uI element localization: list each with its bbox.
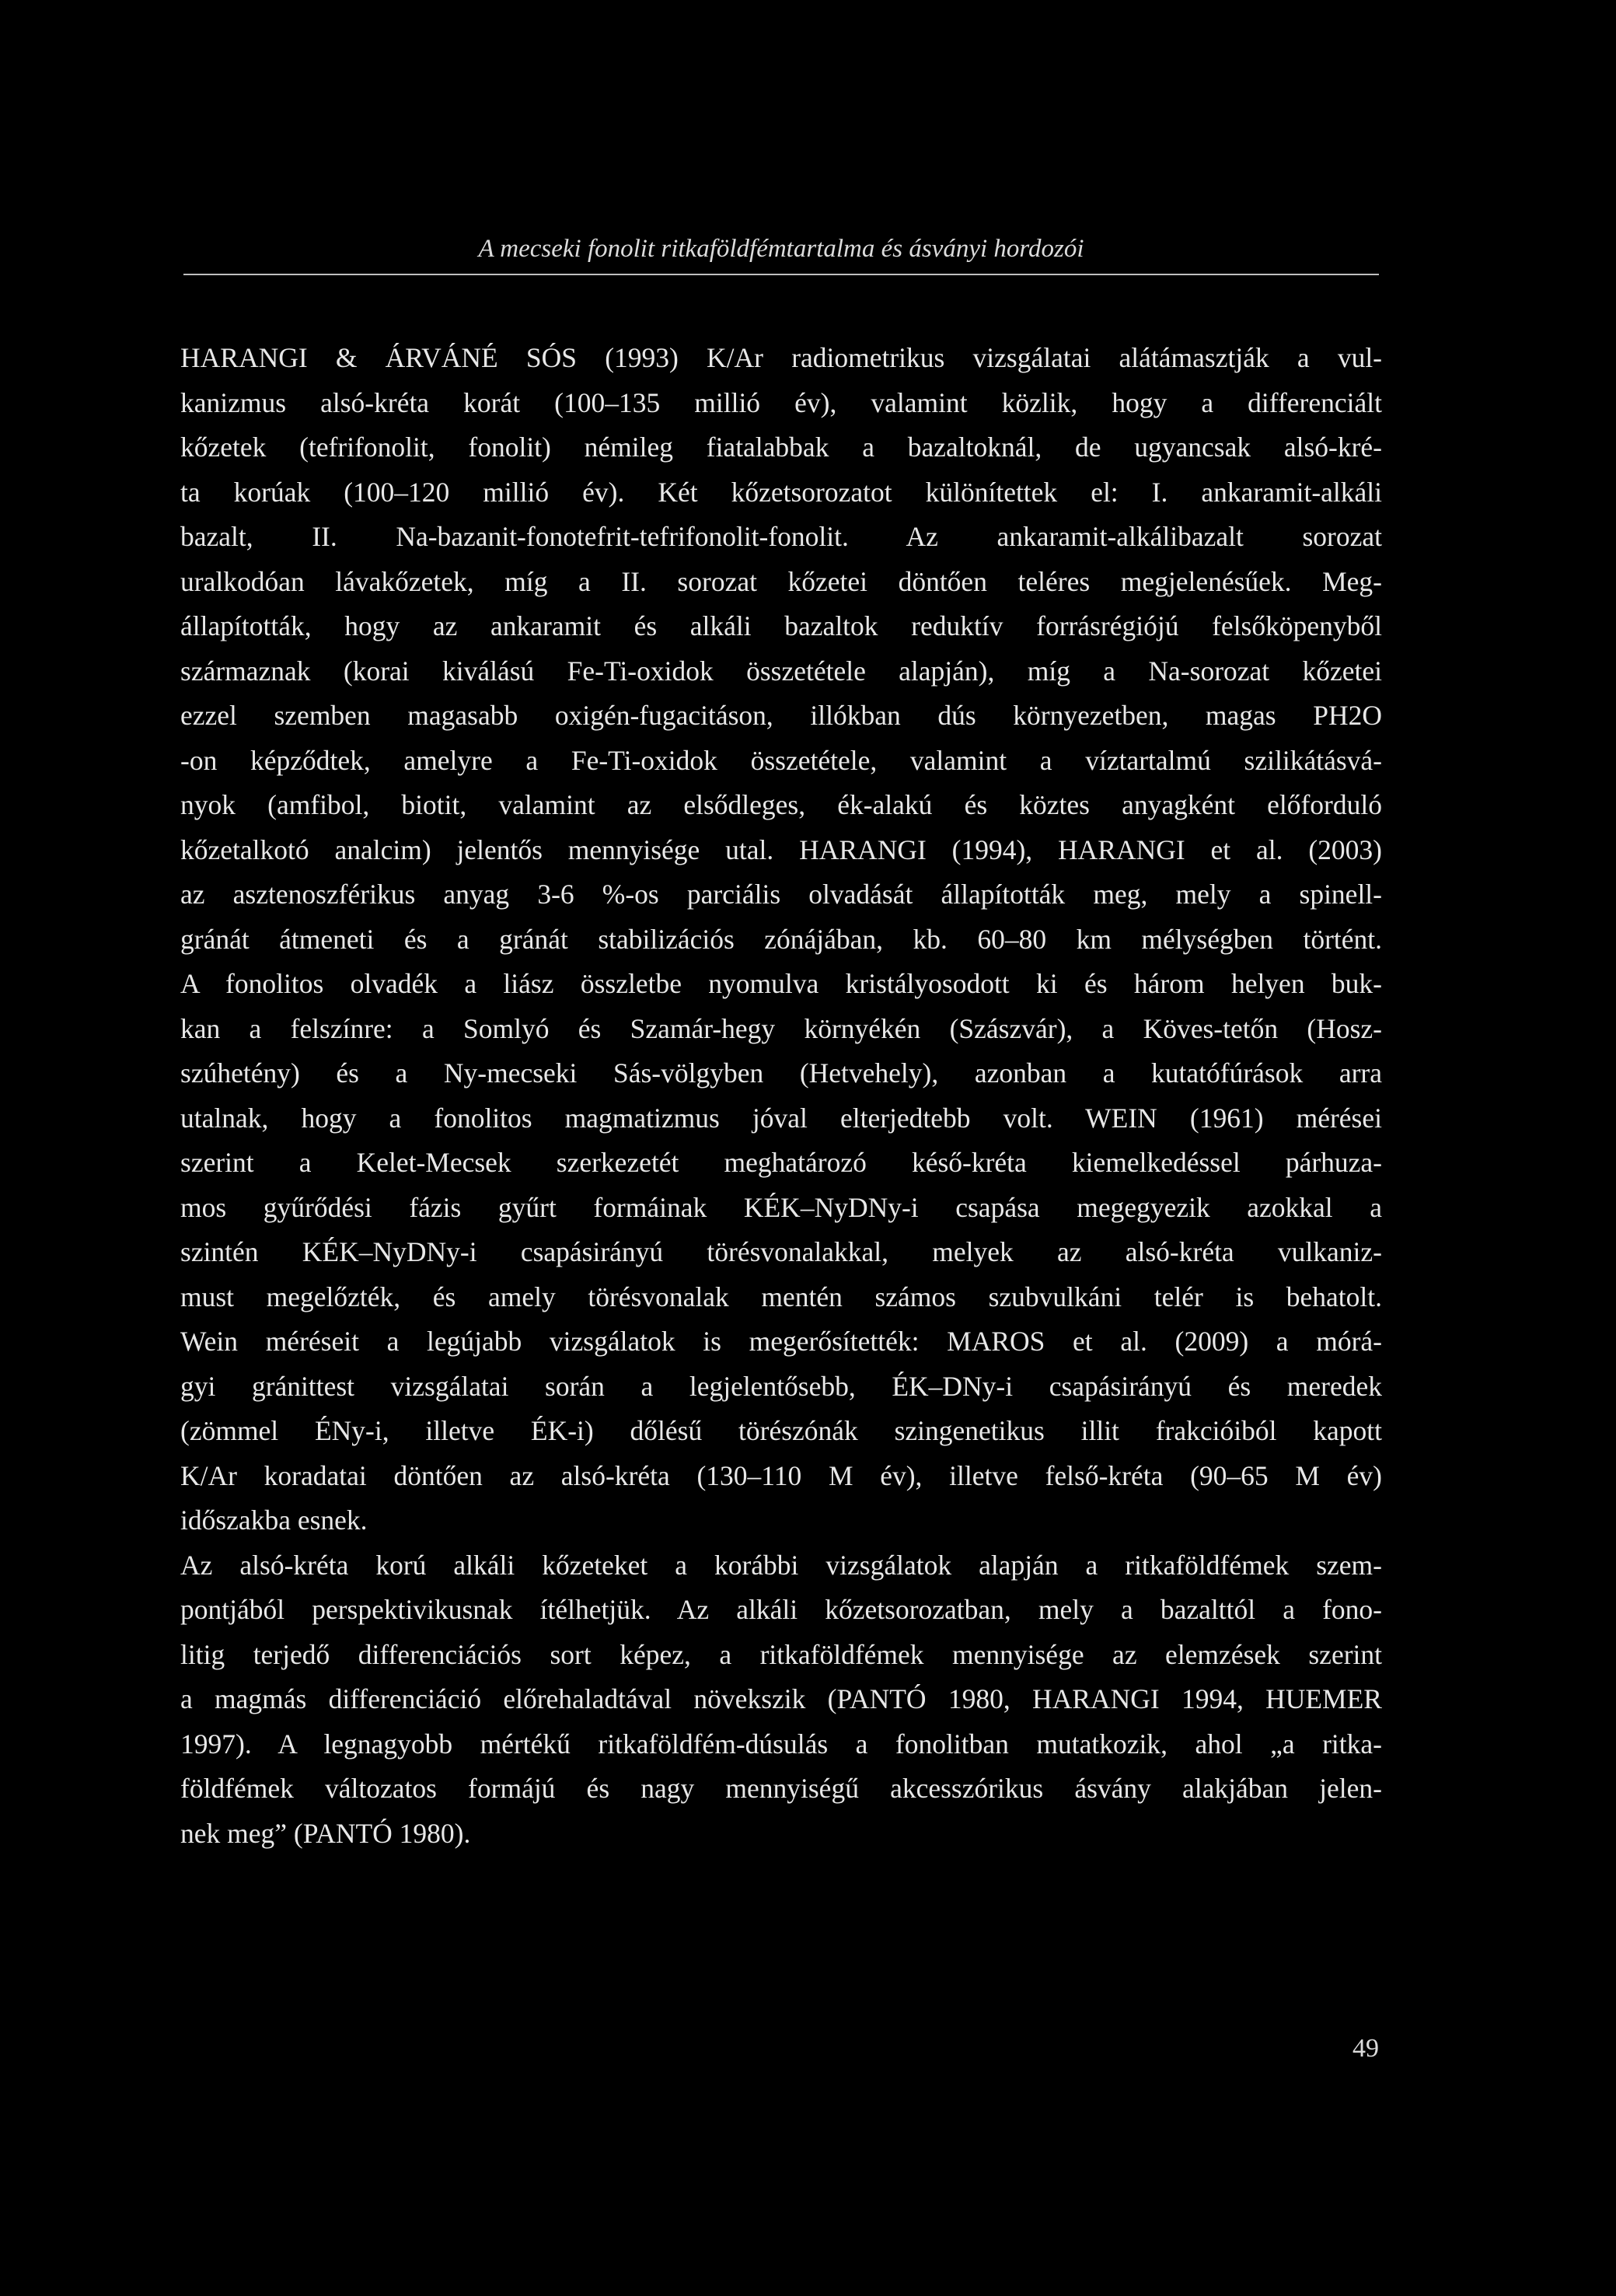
text-line: must megelőzték, és amely törésvonalak mentén számos szubvulkáni telér is behatolt.: [180, 1281, 1382, 1312]
body-text: [180, 336, 1382, 1856]
text-line: 1997). A legnagyobb mértékű ritkaföldfém-dúsulás a fonolitban mutatkozik, ahol „a ritka-: [180, 1728, 1382, 1760]
text-line: szintén KÉK–NyDNy-i csapásirányú törésvonalakkal, melyek az alsó-kréta vulkaniz-: [180, 1236, 1382, 1267]
text-line: szerint a Kelet-Mecsek szerkezetét meghatározó késő-kréta kiemelkedéssel párhuza-: [180, 1147, 1382, 1178]
text-line: (zömmel ÉNy-i, illetve ÉK-i) dőlésű törészónák szingenetikus illit frakcióiból kapott: [180, 1415, 1382, 1446]
text-line: mos gyűrődési fázis gyűrt formáinak KÉK–NyDNy-i csapása megegyezik azokkal a: [180, 1191, 1382, 1223]
text-line: Az alsó-kréta korú alkáli kőzeteket a korábbi vizsgálatok alapján a ritkaföldfémek szem-: [180, 1549, 1382, 1581]
text-line: kanizmus alsó-kréta korát (100–135 millió év), valamint közlik, hogy a differenciált: [180, 386, 1382, 418]
text-line: Wein méréseit a legújabb vizsgálatok is megerősítették: MAROS et al. (2009) a mórá-: [180, 1326, 1382, 1357]
text-line: HARANGI & ÁRVÁNÉ SÓS (1993) K/Ar radiometrikus vizsgálatai alátámasztják a vul-: [180, 342, 1382, 373]
header-divider: [183, 274, 1379, 275]
text-line: származnak (korai kiválású Fe-Ti-oxidok összetétele alapján), míg a Na-sorozat kőzetei: [180, 655, 1382, 687]
page-number: 49: [1352, 2034, 1379, 2063]
text-line: a magmás differenciáció előrehaladtával növekszik (PANTÓ 1980, HARANGI 1994, HUEMER: [180, 1683, 1382, 1714]
text-line: állapították, hogy az ankaramit és alkáli bazaltok reduktív forrásrégiójú felsőköpenyből: [180, 610, 1382, 641]
text-line: nek meg” (PANTÓ 1980).: [180, 1817, 471, 1849]
text-line: ta korúak (100–120 millió év). Két kőzetsorozatot különítettek el: I. ankaramit-alkáli: [180, 476, 1382, 508]
text-line: bazalt, II. Na-bazanit-fonotefrit-tefrifonolit-fonolit. Az ankaramit-alkálibazalt sorozat: [180, 521, 1382, 552]
text-line: gránát átmeneti és a gránát stabilizációs zónájában, kb. 60–80 km mélységben történt.: [180, 923, 1382, 955]
text-line: A fonolitos olvadék a liász összletbe nyomulva kristályosodott ki és három helyen buk-: [180, 968, 1382, 999]
text-line: időszakba esnek.: [180, 1504, 368, 1536]
text-line: földfémek változatos formájú és nagy mennyiségű akcesszórikus ásvány alakjában jelen-: [180, 1773, 1382, 1804]
text-line: utalnak, hogy a fonolitos magmatizmus jóval elterjedtebb volt. WEIN (1961) mérései: [180, 1102, 1382, 1134]
text-line: kan a felszínre: a Somlyó és Szamár-hegy környékén (Szászvár), a Köves-tetőn (Hosz-: [180, 1012, 1382, 1044]
text-line: az asztenoszférikus anyag 3-6 %-os parciális olvadását állapították meg, mely a spinell-: [180, 879, 1382, 910]
text-line: nyok (amfibol, biotit, valamint az elsődleges, ék-alakú és köztes anyagként előforduló: [180, 789, 1382, 820]
text-line: gyi gránittest vizsgálatai során a legjelentősebb, ÉK–DNy-i csapásirányú és meredek: [180, 1370, 1382, 1402]
text-line: kőzetek (tefrifonolit, fonolit) némileg fiatalabbak a bazaltoknál, de ugyancsak alsó-kré-: [180, 432, 1382, 463]
text-line: uralkodóan lávakőzetek, míg a II. sorozat kőzetei döntően teléres megjelenésűek. Meg-: [180, 565, 1382, 597]
text-line: ezzel szemben magasabb oxigén-fugacitáson, illókban dús környezetben, magas PH2O: [180, 700, 1382, 731]
text-line: szúhetény) és a Ny-mecseki Sás-völgyben (Hetvehely), azonban a kutatófúrások arra: [180, 1057, 1382, 1089]
running-header-title: A mecseki fonolit ritkaföldfémtartalma és ásványi hordozói: [478, 235, 1084, 263]
text-line: K/Ar koradatai döntően az alsó-kréta (130–110 M év), illetve felső-kréta (90–65 M év): [180, 1459, 1382, 1491]
text-line: litig terjedő differenciációs sort képez, a ritkaföldfémek mennyisége az elemzések szerint: [180, 1638, 1382, 1670]
text-line: pontjából perspektivikusnak ítélhetjük. Az alkáli kőzetsorozatban, mely a bazalttól a fono-: [180, 1594, 1382, 1625]
text-line: kőzetalkotó analcim) jelentős mennyisége utal. HARANGI (1994), HARANGI et al. (2003): [180, 833, 1382, 865]
text-line: -on képződtek, amelyre a Fe-Ti-oxidok összetétele, valamint a víztartalmú szilikátásvá-: [180, 744, 1382, 776]
